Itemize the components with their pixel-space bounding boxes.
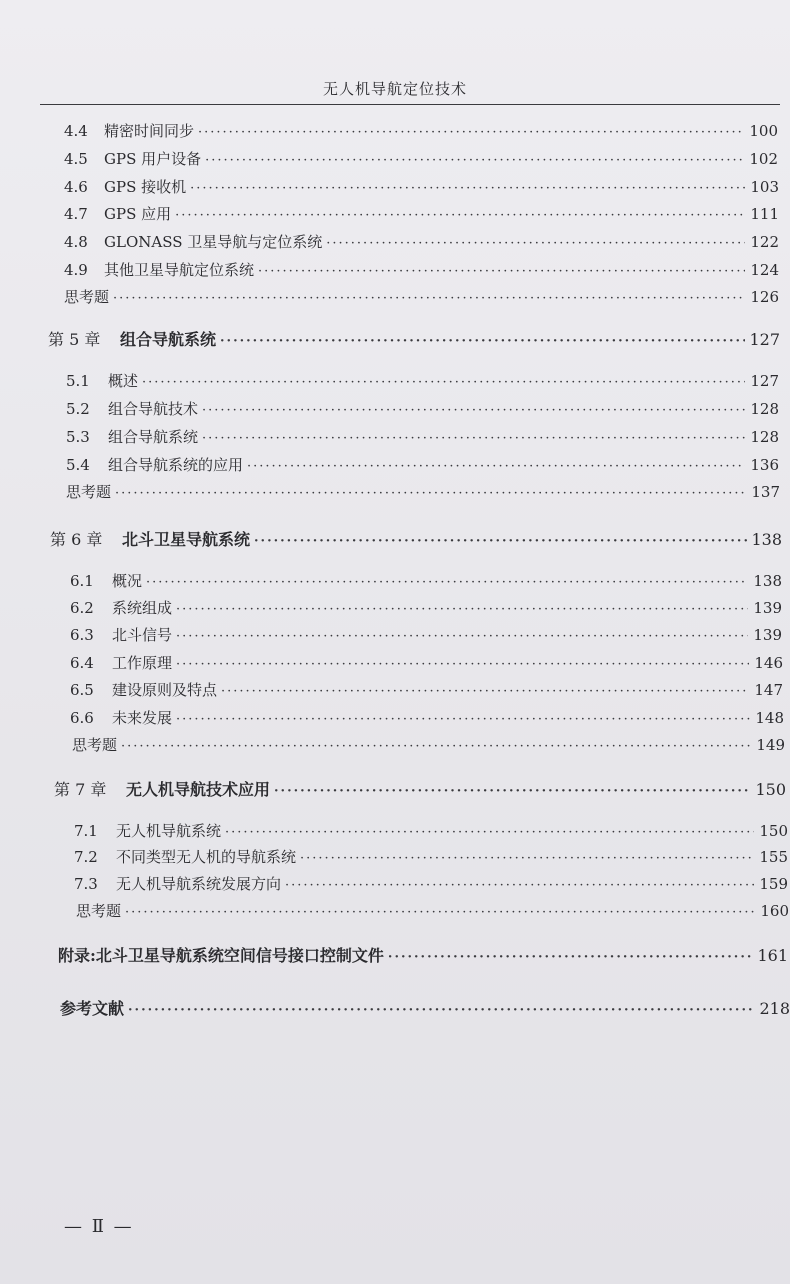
page-number: 139 [753,626,782,644]
page-number: 137 [751,483,780,501]
header-rule [40,104,780,105]
toc-entry[interactable] [70,652,783,676]
references-title: 参考文献 [60,999,125,1018]
section-number: 5.3 [66,428,90,446]
toc-entry[interactable] [64,203,779,227]
section-title: 其他卫星导航定位系统 [104,261,255,279]
dot-leader [190,181,745,196]
dot-leader [121,739,751,754]
section-number: 5.4 [66,456,90,474]
dot-leader [176,629,748,644]
dot-leader [176,602,748,617]
page-number: 127 [750,372,779,390]
dot-leader [198,125,744,140]
section-number: 6.5 [70,681,94,699]
toc-appendix[interactable] [58,943,788,967]
dot-leader [125,905,755,920]
section-title: 组合导航技术 [108,400,199,418]
section-title: 概述 [108,372,139,390]
section-number: 7.2 [74,848,98,866]
page-number: 138 [751,530,782,549]
toc-entry[interactable] [70,570,782,594]
page-number: 124 [750,261,779,279]
page-number: 159 [759,875,788,893]
toc-entry[interactable] [64,231,779,255]
chapter-title: 无人机导航技术应用 [126,780,271,799]
toc-entry[interactable] [64,286,779,310]
dot-leader [205,153,744,168]
section-title: 工作原理 [112,654,173,672]
toc-references[interactable] [60,996,790,1020]
toc-chapter[interactable] [54,777,786,801]
section-title: 建设原则及特点 [112,681,218,699]
dot-leader [221,684,749,699]
dot-leader [146,575,748,590]
page-number: 100 [749,122,778,140]
page-number: 149 [756,736,785,754]
dot-leader [274,784,751,799]
page-number: 150 [759,822,788,840]
section-number: 4.8 [64,233,88,251]
section-number: 4.5 [64,150,88,168]
page-number: 128 [750,428,779,446]
toc-entry[interactable] [64,259,779,283]
page-number: 128 [750,400,779,418]
section-title: 未来发展 [112,709,173,727]
page-number: 148 [755,709,784,727]
page-number: 126 [750,288,779,306]
section-number: 5.1 [66,372,90,390]
dot-leader [176,657,749,672]
chapter-number: 第 7 章 [54,780,107,799]
dot-leader [326,236,745,251]
running-head: 无人机导航定位技术 [322,80,467,98]
section-number: 4.6 [64,178,88,196]
page-number: 103 [750,178,779,196]
page-number: 122 [750,233,779,251]
section-title: GPS 应用 [104,205,172,223]
chapter-title: 组合导航系统 [120,330,217,349]
page-number: 136 [750,456,779,474]
toc-entry[interactable] [74,873,788,897]
dot-leader [220,334,745,349]
page-number: 155 [759,848,788,866]
page-number: 127 [749,330,780,349]
toc-entry[interactable] [70,624,782,648]
dot-leader [175,208,745,223]
section-number: 6.2 [70,599,94,617]
toc-entry[interactable] [66,481,780,505]
section-title: 无人机导航系统 [116,822,222,840]
chapter-title: 北斗卫星导航系统 [122,530,251,549]
section-number: 7.1 [74,822,98,840]
page-number: 160 [760,902,789,920]
section-title: GPS 接收机 [104,178,187,196]
chapter-number: 第 5 章 [48,330,101,349]
section-title: 概况 [112,572,143,590]
section-number: 4.9 [64,261,88,279]
section-title: 组合导航系统的应用 [108,456,244,474]
dot-leader [113,291,745,306]
exercises-title: 思考题 [64,288,110,306]
toc-entry[interactable] [64,148,778,172]
section-number: 4.7 [64,205,88,223]
toc-entry[interactable] [74,820,788,844]
page-number: 147 [754,681,783,699]
page-number: 150 [755,780,786,799]
dot-leader [225,825,754,840]
toc-entry[interactable] [64,176,779,200]
toc-chapter[interactable] [48,327,780,351]
section-number: 6.6 [70,709,94,727]
section-title: GPS 用户设备 [104,150,202,168]
section-title: 系统组成 [112,599,173,617]
toc-entry[interactable] [72,734,785,758]
section-title: 不同类型无人机的导航系统 [116,848,297,866]
section-title: GLONASS 卫星导航与定位系统 [104,233,323,251]
appendix-title: 附录:北斗卫星导航系统空间信号接口控制文件 [58,946,384,965]
page-number: 111 [750,205,779,223]
section-title: 北斗信号 [112,626,173,644]
dot-leader [128,1003,755,1018]
dot-leader [142,375,745,390]
page-number: 161 [757,946,788,965]
toc-entry[interactable] [74,846,788,870]
dot-leader [254,534,747,549]
dot-leader [202,403,745,418]
section-title: 组合导航系统 [108,428,199,446]
page-footer-number: — Ⅱ — [64,1216,134,1237]
dot-leader [115,486,746,501]
toc-entry[interactable] [76,900,789,924]
toc-entry[interactable] [70,597,782,621]
toc-entry[interactable] [66,454,779,478]
exercises-title: 思考题 [72,736,118,754]
toc-entry[interactable] [66,426,779,450]
dot-leader [247,459,745,474]
section-number: 6.1 [70,572,94,590]
chapter-number: 第 6 章 [50,530,103,549]
page-number: 139 [753,599,782,617]
page-number: 138 [753,572,782,590]
section-number: 7.3 [74,875,98,893]
dot-leader [258,264,745,279]
dot-leader [388,950,754,965]
toc-chapter[interactable] [50,527,782,551]
exercises-title: 思考题 [66,483,112,501]
dot-leader [300,851,754,866]
toc-entry[interactable] [70,679,783,703]
section-number: 4.4 [64,122,88,140]
section-title: 精密时间同步 [104,122,195,140]
section-number: 6.4 [70,654,94,672]
exercises-title: 思考题 [76,902,122,920]
toc-entry[interactable] [70,707,784,731]
dot-leader [202,431,745,446]
section-number: 5.2 [66,400,90,418]
toc-entry[interactable] [66,398,779,422]
page-number: 146 [754,654,783,672]
toc-entry[interactable] [64,120,778,144]
page-number: 102 [749,150,778,168]
toc-entry[interactable] [66,370,779,394]
section-number: 6.3 [70,626,94,644]
page-number: 218 [759,999,790,1018]
section-title: 无人机导航系统发展方向 [116,875,282,893]
dot-leader [285,878,754,893]
dot-leader [176,712,750,727]
